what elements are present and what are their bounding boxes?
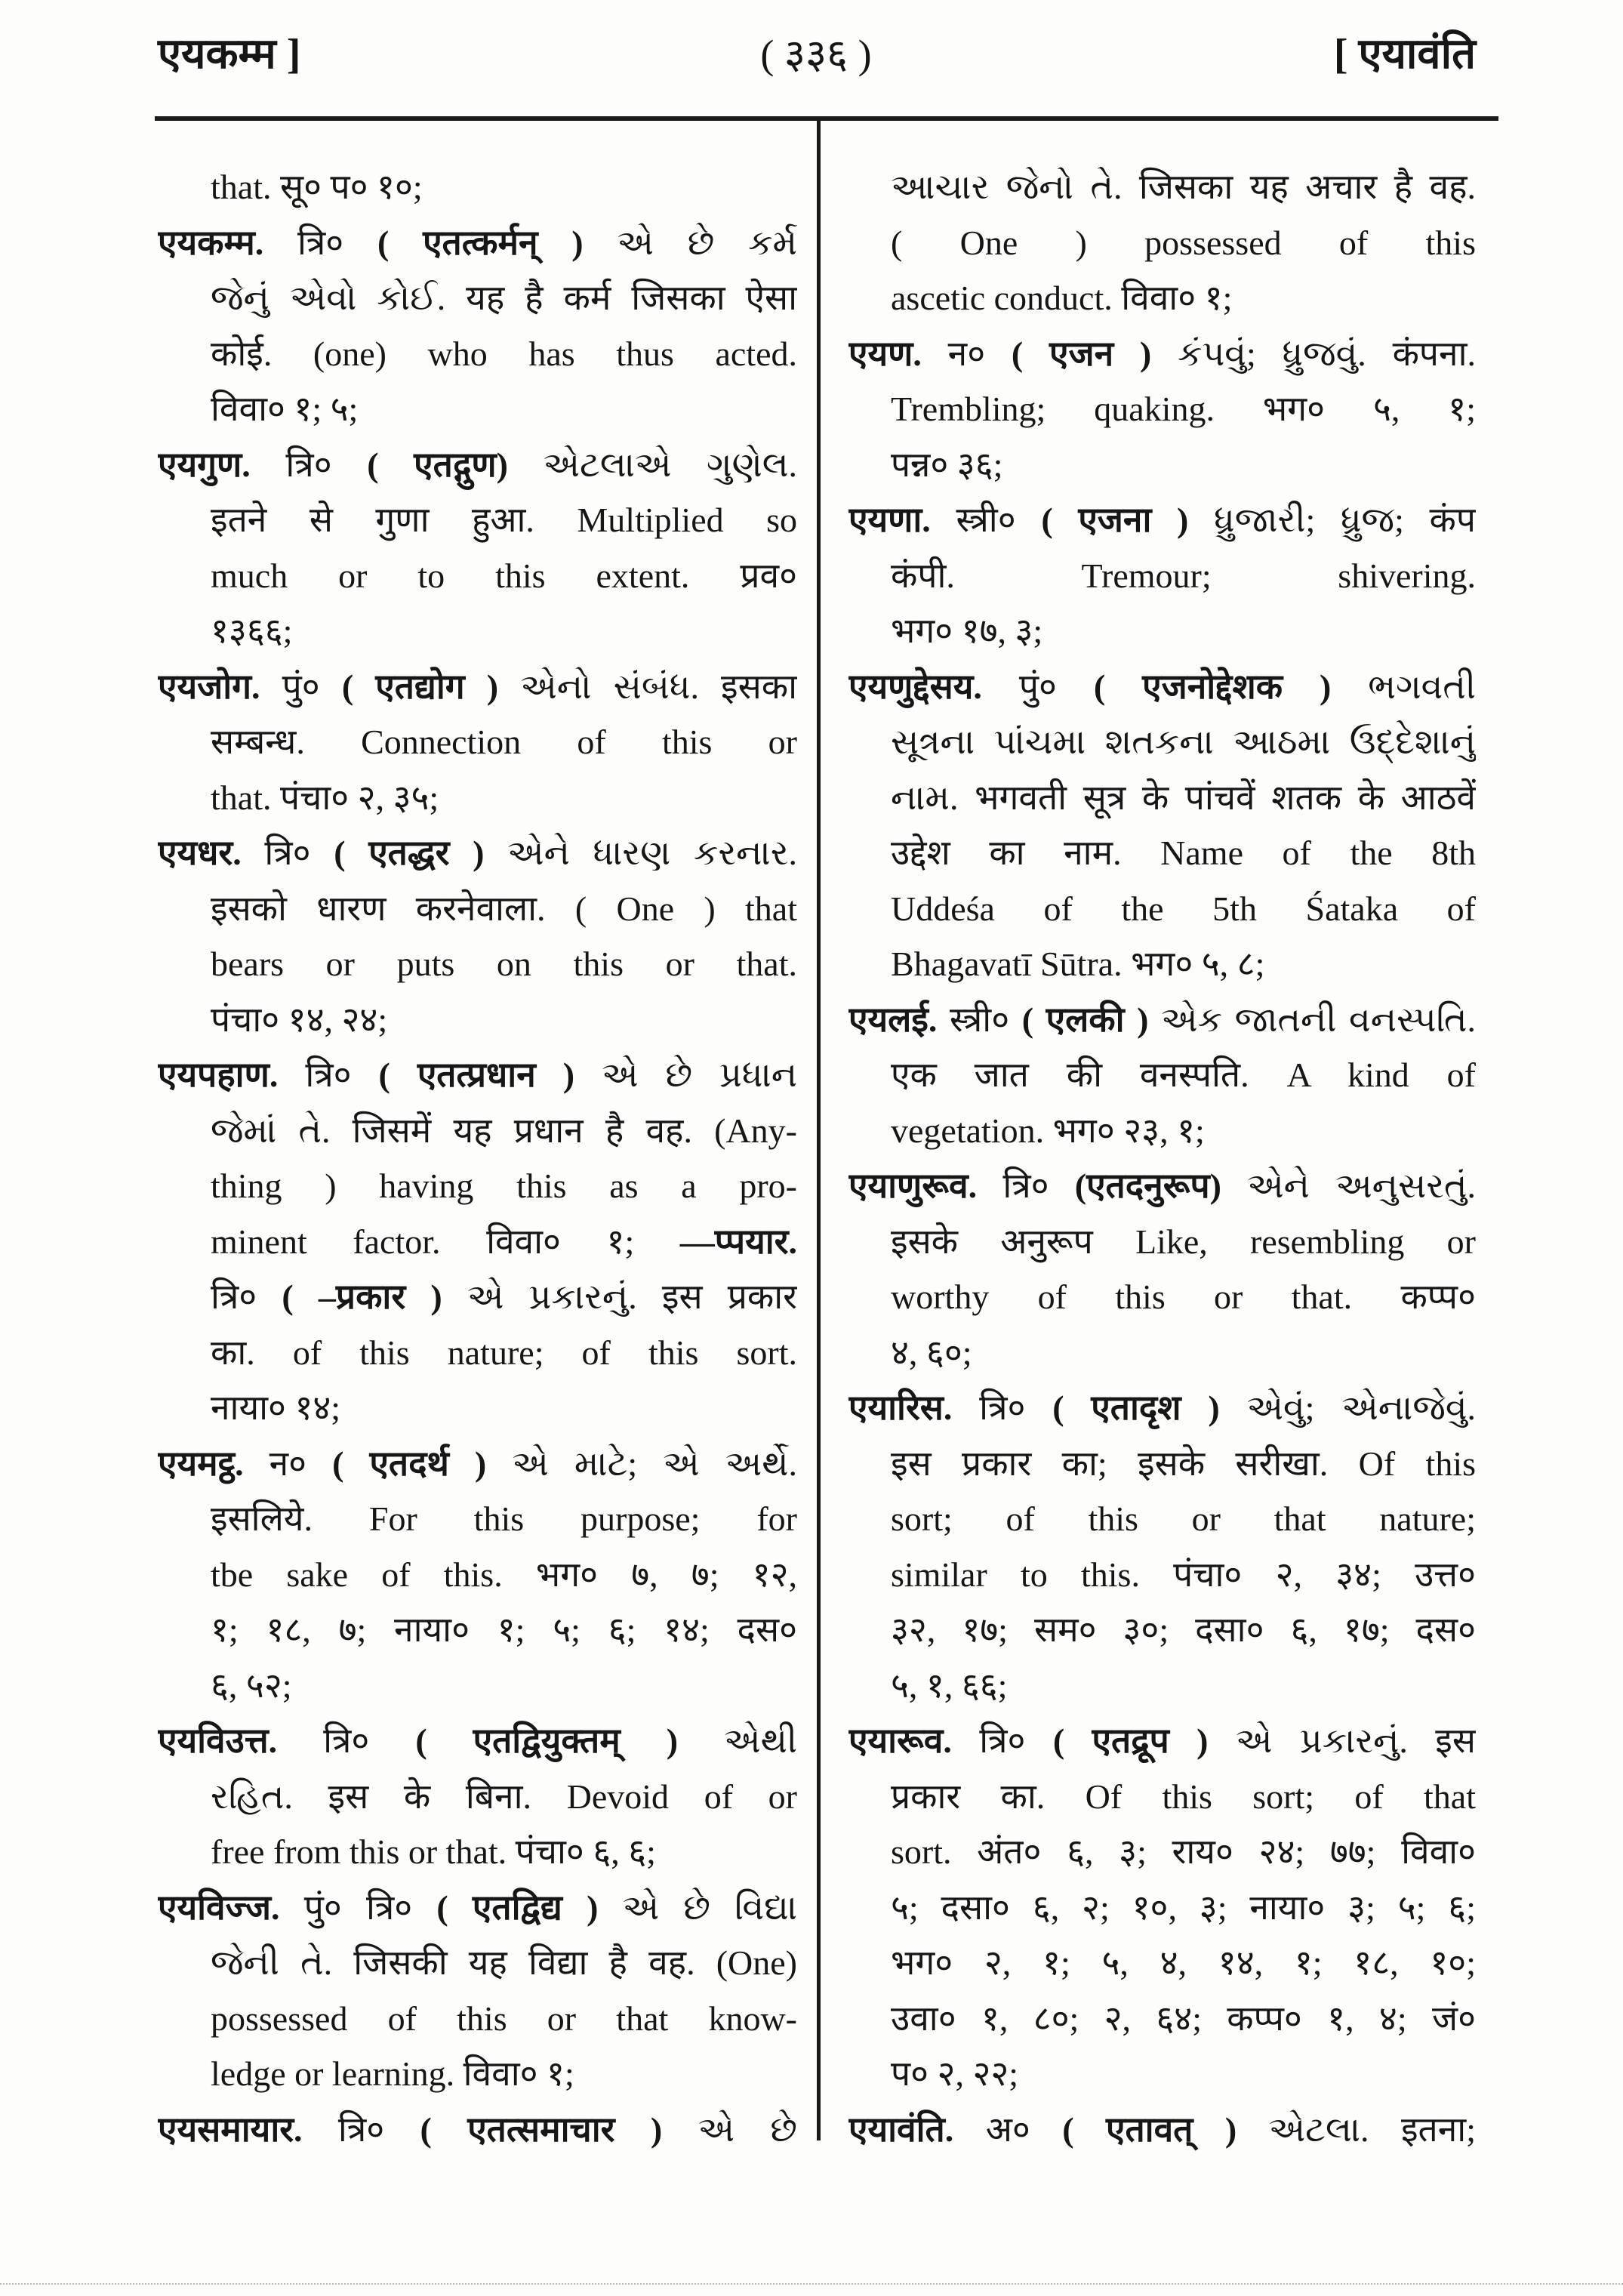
entry-line — [848, 548, 1476, 604]
entry-line — [848, 1047, 1476, 1103]
entry-head-line — [848, 659, 1476, 715]
entry-text: पुं० त्रि० — [279, 1888, 437, 1927]
entry-head-line — [158, 1436, 797, 1492]
entry-text: त्रि० — [302, 2110, 420, 2149]
dictionary-entry — [848, 326, 1476, 493]
sanskrit-term: —प्पयार. — [679, 1222, 797, 1261]
entry-head-line — [848, 492, 1476, 548]
entry-text: કંપવું; ધ્રુજવું. कंपना. — [1151, 334, 1476, 373]
entry-text: એટલા. इतना; — [1236, 2110, 1476, 2149]
entry-text: १; १८, ७; नाया० १; ५; ६; १४; दस० — [211, 1610, 797, 1649]
entry-text: એક જાતની વનસ્પતિ. — [1148, 1000, 1476, 1039]
entry-line — [848, 1935, 1476, 1991]
entry-line — [158, 2046, 797, 2102]
entry-text: का. of this nature; of this sort. — [211, 1333, 797, 1372]
entry-line — [848, 1602, 1476, 1658]
entry-text: sort; of this or that nature; — [891, 1499, 1476, 1538]
entry-line — [158, 1769, 797, 1825]
headword: एयारूव. — [848, 1721, 952, 1760]
header-rule — [155, 116, 1498, 121]
entry-line — [848, 1658, 1476, 1714]
dictionary-entry — [158, 1436, 797, 1714]
entry-text: રહિત. इस के बिना. Devoid of or — [211, 1777, 797, 1816]
entry-line — [848, 159, 1476, 215]
sanskrit-term: ( एतावत् ) — [1062, 2110, 1237, 2149]
entry-text: worthy of this or that. कप्प० — [891, 1277, 1476, 1316]
entry-text: त्रि० — [211, 1277, 282, 1316]
entry-text: એને ધારણ કરનાર. — [484, 834, 797, 872]
entry-text: સૂત્રના પાંચમા શતકના આઠમા ઉદ્દેશાનું — [891, 723, 1476, 761]
sanskrit-term: ( एतत्प्रधान ) — [378, 1056, 575, 1094]
entry-text: पुं० — [260, 667, 342, 706]
entry-text: ६, ५२; — [211, 1666, 292, 1705]
entry-text: प० २, २२; — [891, 2054, 1019, 2093]
dictionary-entry-continued — [848, 159, 1476, 326]
dictionary-entry — [848, 659, 1476, 992]
sanskrit-term: ( एतत्समाचार ) — [420, 2110, 663, 2149]
entry-text: એ પ્રકારનું. इस — [1208, 1721, 1476, 1760]
entry-text: જેની તે. जिसकी यह विद्या है वह. (One) — [211, 1943, 797, 1982]
sanskrit-term: ( एजना ) — [1041, 501, 1189, 539]
entry-text: विवा० १; ५; — [211, 390, 359, 428]
entry-head-line — [848, 1158, 1476, 1214]
entry-text: એ પ્રકારનું. इस प्रकार — [442, 1277, 797, 1316]
sanskrit-term: ( एतद्धर ) — [334, 834, 485, 872]
headword: एयसमायार. — [158, 2110, 303, 2149]
entry-text: sort. अंत० ६, ३; राय० २४; ७७; विवा० — [891, 1832, 1476, 1871]
entry-head-line — [158, 215, 797, 271]
entry-line — [848, 1269, 1476, 1325]
entry-text: એનો સંબંધ. इसका — [498, 667, 797, 706]
entry-line — [158, 770, 797, 826]
entry-text: એને અનુસરતું. — [1221, 1166, 1476, 1205]
entry-head-line — [848, 1713, 1476, 1769]
entry-text: पन्न० ३६; — [891, 445, 1003, 484]
dictionary-entry — [158, 215, 797, 437]
entry-text: इसको धारण करनेवाला. ( One ) that — [211, 889, 797, 928]
entry-line — [158, 714, 797, 770]
column-divider — [817, 121, 821, 2140]
entry-text: एक जात की वनस्पति. A kind of — [891, 1056, 1476, 1094]
entry-text: નામ. भगवती सूत्र के पांचवें शतक के आठवें — [891, 778, 1476, 817]
entry-text: इतने से गुणा हुआ. Multiplied so — [211, 501, 797, 539]
entry-line — [158, 1325, 797, 1381]
entry-line — [848, 437, 1476, 493]
entry-text: ભગવતી — [1331, 667, 1476, 706]
entry-text: त्रि० — [263, 223, 377, 262]
entry-text: possessed of this or that know- — [211, 1999, 797, 2038]
headword: एयगुण. — [158, 445, 251, 484]
entry-text: त्रि० — [951, 1721, 1053, 1760]
entry-text: नाया० १४; — [211, 1388, 341, 1427]
entry-text: त्रि० — [277, 1721, 416, 1760]
sanskrit-term: ( एतदर्थ ) — [332, 1444, 487, 1483]
entry-line — [848, 1103, 1476, 1159]
entry-line — [158, 492, 797, 548]
entry-line — [158, 381, 797, 437]
entry-line — [158, 1991, 797, 2047]
entry-line — [158, 1158, 797, 1214]
entry-text: vegetation. भग० २३, १; — [891, 1111, 1205, 1150]
entry-text: Bhagavatī Sūtra. भग० ५, ८; — [891, 945, 1265, 983]
entry-line — [848, 936, 1476, 992]
entry-text: भग० २, १; ५, ४, १४, १; १८, १०; — [891, 1943, 1476, 1982]
headword: एयमट्ठ. — [158, 1444, 244, 1483]
entry-head-line — [158, 825, 797, 881]
sanskrit-term: ( एजन ) — [1011, 334, 1152, 373]
sanskrit-term: ( एतद्रूप ) — [1052, 1721, 1209, 1760]
entry-head-line — [158, 437, 797, 493]
entry-text: स्त्री० — [937, 1000, 1022, 1039]
entry-text: त्रि० — [952, 1388, 1053, 1427]
entry-line — [158, 1103, 797, 1159]
entry-head-line — [848, 1380, 1476, 1436]
dictionary-entry — [158, 2102, 797, 2158]
headword: एयणा. — [848, 501, 931, 539]
entry-text: त्रि० — [977, 1166, 1075, 1205]
entry-line — [158, 1269, 797, 1325]
entry-line — [158, 1824, 797, 1880]
entry-text: similar to this. पंचा० २, ३४; उत्त० — [891, 1555, 1476, 1594]
entry-head-line — [158, 659, 797, 715]
entry-text: ascetic conduct. विवा० १; — [891, 279, 1233, 317]
entry-text: Uddeśa of the 5th Śataka of — [891, 889, 1476, 928]
entry-line — [158, 1547, 797, 1603]
entry-line — [848, 714, 1476, 770]
running-head-right: [ एयावंति — [1333, 31, 1476, 78]
entry-line — [848, 270, 1476, 326]
entry-line — [158, 1658, 797, 1714]
entry-text: much or to this extent. प्रव० — [211, 556, 797, 595]
entry-text: उवा० १, ८०; २, ६४; कप्प० १, ४; जं० — [891, 1999, 1476, 2038]
entry-line — [158, 326, 797, 382]
entry-line — [848, 770, 1476, 826]
headword: एयपहाण. — [158, 1056, 279, 1094]
entry-text: त्रि० — [278, 1056, 379, 1094]
entry-line — [158, 548, 797, 604]
entry-text: त्रि० — [250, 445, 368, 484]
entry-text: ( One ) possessed of this — [891, 223, 1476, 262]
entry-line — [848, 1769, 1476, 1825]
entry-head-line — [848, 326, 1476, 382]
entry-line — [158, 992, 797, 1048]
entry-text: free from this or that. पंचा० ६, ६; — [211, 1832, 656, 1871]
entry-text: minent factor. विवा० १; — [211, 1222, 680, 1261]
scan-edge — [0, 2283, 1623, 2285]
entry-text: tbe sake of this. भग० ७, ७; १२, — [211, 1555, 797, 1594]
dictionary-entry-continued — [158, 159, 797, 215]
entry-text: उद्देश का नाम. Name of the 8th — [891, 834, 1476, 872]
entry-line — [848, 881, 1476, 937]
sanskrit-term: ( एतत्कर्मन् ) — [377, 223, 584, 262]
headword: एयविज्ज. — [158, 1888, 280, 1927]
entry-line — [848, 1325, 1476, 1381]
dictionary-column-left — [158, 159, 797, 2157]
entry-text: ५; दसा० ६, २; १०, ३; नाया० ३; ५; ६; — [891, 1888, 1476, 1927]
dictionary-column-right — [848, 159, 1476, 2157]
entry-line — [848, 1824, 1476, 1880]
entry-text: स्त्री० — [930, 501, 1042, 539]
entry-text: अ० — [953, 2110, 1063, 2149]
entry-text: इसलिये. For this purpose; for — [211, 1499, 797, 1538]
entry-text: न० — [243, 1444, 333, 1483]
entry-text: ३२, १७; सम० ३०; दसा० ६, १७; दस० — [891, 1610, 1476, 1649]
entry-text: कोई. (one) who has thus acted. — [211, 334, 797, 373]
headword: एयकम्म. — [158, 223, 264, 262]
entry-text: पुं० — [981, 667, 1094, 706]
entry-text: આચાર જેનો તે. जिसका यह अचार है वह. — [891, 168, 1476, 206]
entry-line — [158, 603, 797, 659]
entry-text: Trembling; quaking. भग० ५, १; — [891, 390, 1476, 428]
entry-line — [158, 1935, 797, 1991]
entry-line — [158, 270, 797, 326]
sanskrit-term: ( एतद्विद्य ) — [436, 1888, 599, 1927]
dictionary-entry — [848, 992, 1476, 1159]
entry-line — [848, 1491, 1476, 1547]
entry-text: એવું; એનાજેવું. — [1219, 1388, 1476, 1427]
dictionary-entry — [158, 1047, 797, 1436]
sanskrit-term: ( –प्रकार ) — [282, 1277, 442, 1316]
entry-text: એથી — [678, 1721, 797, 1760]
entry-line — [848, 1436, 1476, 1492]
entry-text: એટલાએ ગુણેલ. — [507, 445, 797, 484]
entry-line — [158, 1380, 797, 1436]
headword: एयविउत्त. — [158, 1721, 278, 1760]
headword: एयधर. — [158, 834, 242, 872]
entry-text: that. सू० प० १०; — [211, 168, 423, 206]
entry-text: એ છે પ્રધાન — [574, 1056, 797, 1094]
entry-line — [848, 1880, 1476, 1936]
entry-text: એ છે કર્મ — [583, 223, 797, 262]
dictionary-entry — [158, 1713, 797, 1880]
entry-text: એ માટે; એ અર્થે. — [486, 1444, 797, 1483]
entry-line — [848, 381, 1476, 437]
dictionary-entry — [158, 659, 797, 826]
page-number: ( ३३६ ) — [760, 32, 872, 77]
entry-text: भग० १७, ३; — [891, 612, 1043, 650]
dictionary-entry — [158, 825, 797, 1047]
entry-text: that. पंचा० २, ३५; — [211, 778, 439, 817]
entry-head-line — [158, 1880, 797, 1936]
entry-text: न० — [921, 334, 1012, 373]
entry-text: જેનું એવો કોઈ. यह है कर्म जिसका ऐसा — [211, 279, 797, 317]
dictionary-entry — [158, 437, 797, 659]
entry-line — [158, 1491, 797, 1547]
entry-text: એ છે — [662, 2110, 797, 2149]
entry-head-line — [848, 2102, 1476, 2158]
entry-head-line — [158, 1047, 797, 1103]
running-head-left: एयकम्म ] — [158, 31, 301, 78]
entry-line — [158, 881, 797, 937]
entry-line — [158, 1602, 797, 1658]
dictionary-entry — [158, 1880, 797, 2102]
entry-line — [158, 936, 797, 992]
headword: एयाणुरूव. — [848, 1166, 978, 1205]
entry-line — [848, 2046, 1476, 2102]
dictionary-entry — [848, 1713, 1476, 2102]
entry-text: એ છે વિદ્યા — [598, 1888, 797, 1927]
headword: एयावंति. — [848, 2110, 954, 2149]
sanskrit-term: ( एजनोद्देशक ) — [1093, 667, 1332, 706]
entry-text: ધ્રુજારી; ધ્રુજ; कंप — [1188, 501, 1476, 539]
entry-text: इसके अनुरूप Like, resembling or — [891, 1222, 1476, 1261]
dictionary-entry — [848, 492, 1476, 659]
sanskrit-term: (एतदनुरूप) — [1074, 1166, 1221, 1205]
entry-line — [848, 1547, 1476, 1603]
entry-line — [848, 603, 1476, 659]
sanskrit-term: ( एतद्योग ) — [341, 667, 499, 706]
dictionary-entry — [848, 1380, 1476, 1713]
entry-text: bears or puts on this or that. — [211, 945, 797, 983]
entry-text: सम्बन्ध. Connection of this or — [211, 723, 797, 761]
sanskrit-term: ( एतादृश ) — [1052, 1388, 1220, 1427]
entry-text: त्रि० — [241, 834, 334, 872]
sanskrit-term: ( एतद्वियुक्तम् ) — [415, 1721, 679, 1760]
entry-text: पंचा० १४, २४; — [211, 1000, 388, 1039]
sanskrit-term: ( एतद्गुण) — [367, 445, 508, 484]
entry-text: thing ) having this as a pro- — [211, 1166, 797, 1205]
headword: एयलई. — [848, 1000, 938, 1039]
entry-line — [848, 1214, 1476, 1270]
dictionary-entry — [848, 2102, 1476, 2158]
sanskrit-term: ( एलकी ) — [1021, 1000, 1149, 1039]
entry-text: ५, १, ६६; — [891, 1666, 1008, 1705]
entry-text: १३६६; — [211, 612, 293, 650]
entry-head-line — [848, 992, 1476, 1048]
entry-text: જેમાં તે. जिसमें यह प्रधान है वह. (Any- — [211, 1111, 797, 1150]
dictionary-entry — [848, 1158, 1476, 1380]
entry-head-line — [158, 2102, 797, 2158]
entry-line — [848, 215, 1476, 271]
entry-text: ledge or learning. विवा० १; — [211, 2054, 574, 2093]
entry-text: इस प्रकार का; इसके सरीखा. Of this — [891, 1444, 1476, 1483]
entry-text: ४, ६०; — [891, 1333, 972, 1372]
headword: एयणुद्देसय. — [848, 667, 982, 706]
entry-line — [158, 159, 797, 215]
headword: एयजोग. — [158, 667, 260, 706]
headword: एयारिस. — [848, 1388, 953, 1427]
entry-line — [848, 825, 1476, 881]
entry-line — [848, 1991, 1476, 2047]
entry-text: प्रकार का. Of this sort; of that — [891, 1777, 1476, 1816]
headword: एयण. — [848, 334, 922, 373]
entry-text: कंपी. Tremour; shivering. — [891, 556, 1476, 595]
entry-line — [158, 1214, 797, 1270]
entry-head-line — [158, 1713, 797, 1769]
